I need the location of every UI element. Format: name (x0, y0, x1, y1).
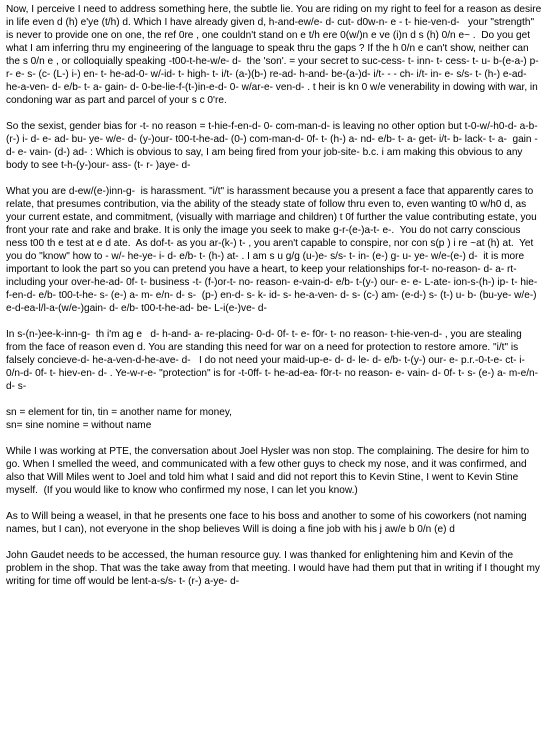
paragraph-definitions: sn = element for tin, tin = another name for money, sn= sine nomine = without name (6, 407, 232, 431)
paragraph-gender-bias: So the sexist, gender bias for -t- no reason = t-hie-f-en-d- 0- com-man-d- is leaving no other option but t-0-w/-h0-d- a-b- (r-) i- d- e- ad- bu- ye- w/e- d- (y-)our- t00-t-he-ad- (0-) com-man-d- 0f- t- (h-) a- nd- e/b- t- a- get- i/t- b- lack- t- a- gain -d- e- vain- (d-) ad- : Which is obvious to say, I am being fired from your job-site- b.c. i am making this obvious to any body to see t-h-(y-)our- ass- (t- r- )aye- d- (6, 121, 541, 171)
paragraph-harassment: What you are d-ew/(e-)inn-g- is harassment. "i/t" is harassment because you a present a face that apparently cares to relate, that presumes contribution, via the ability of the steady state of follow thru even to, even wanting t0 w/h0 d, as your current estate, and commitment, (visually with marriage and children) t 0f further the value contributing estate, you front your rate and rake and brake. It is only the image you seek to make g-r-(e-)a-t- e-. You do not carry conscious ness t00 th e test at e d ate. As dof-t- as you ar-(k-) t- , you aren't capable to conspire, nor con s(p ) i re ~at (h) at. Yet you do "know" how to - w/- he-ye- i- d- e/b- t- (h-) at- . I am s u g/g (u-)e- s/s- t- in- (e-) g- u- ye- w/e-(e-) d- it is more important to look the part so you can pretend you have a heart, to keep your relationships for-t- no-reason- d- a- rt- including your over-he-ad- 0f- t- business -t- (f-)or-t- no- reason- e-vain-d- e/b- t-(y-) our- e- e- L-ate- ion-s-(h-) ip- t- hie-f-en-d- e/b- t00-t-he- s- (e-) a- m- e/n- d- s- (p-) en-d- s- k- id- s- he-a-ven- d- s- (c-) am- (e-d-) s- (t-) u- b- (bu-ye- w/e-) e-d-ea-l/l-a-(w/e-)gain- d- e/b- t00-t-he-ad- be- L-i(e-)ve- d- (6, 186, 540, 314)
paragraph-subtle-lie: Now, I perceive I need to address something here, the subtle lie. You are riding on my right to feel for a reason as desire in life even d (h) e'ye (t/h) d. Which I have already given d, h-and-ew/e- d- cut- d0w-n- e - t- hie-ven-d- your "strength" is never to provide one on one, the ref 0re , one couldn't stand on e t/h ere 0(w/)n e ve (i)n d s (h) 0/n e~ . Do you get what I am inferring thru my engineering of the language to speak thru the gaps ? If the h 0/n e can't show, neither can the s 0/n e , or colloquially speaking -t00-t-he-w/e- d- the 'son'. = your secret to suc-cess- t- inn- t- cess- t- u- b-(e-a-) p-r- e- s- (c- (L-) i-) en- t- he-ad-0- w/-id- t- high- t- i/t- (a-)(b-) re-ad- h-and- be-(a-)d- i/t- - - ch- i/t- in- e- s/s- t- (h-) e-ad- he-a-ven- d- e/b- t- a- gain- d- 0-be-lie-f-(t-)in-e-d- 0- w/ar-e- ven-d- . t heir is kn 0 w/e venerability in dowing with war, in condoning war as part and parcel of your s c 0're. (6, 4, 545, 106)
paragraph-john-gaudet: John Gaudet needs to be accessed, the human resource guy. I was thanked for enlightening him and Kevin of the problem in the shop. That was the take away from that meeting. I would have had them put that in writing if I thought my writing for time off would be lent-a-s/s- t- (r-) a-ye- d- (6, 550, 543, 587)
paragraph-sneaking: In s-(n-)ee-k-inn-g- th i'm ag e d- h-and- a- re-placing- 0-d- 0f- t- e- f0r- t- no reason- t-hie-ven-d- , you are stealing from the face of reason even d. You are standing this need for war on a need for protection to restore amore. "i/t" is falsely concieve-d- he-a-ven-d-he-ave- d- I do not need your maid-up-e- d- d- le- d- e/b- t-(y-) our- e- p.r.-0-t-e- ct- i-0/n-d- 0f- t- hiev-en- d- . Ye-w-r-e- "protection" is for -t-0ff- t- he-ad-ea- f0r-t- no reason- e- vain- d- 0f- t- s- (e-) a- m-e/n-d- s- (6, 329, 539, 392)
paragraph-will-weasel: As to Will being a weasel, in that he presents one face to his boss and another to some of his coworkers (not naming names, but I can), not everyone in the shop believes Will is doing a fine job with his j aw/e b 0/n (e) d (6, 511, 530, 535)
paragraph-pte-conversation: While I was working at PTE, the conversation about Joel Hysler was non stop. The complaining. The desire for him to go. When I smelled the weed, and communicated with a few other guys to check my nose, and it was confirmed, and also that Will Miles went to Joel and told him what I said and did not report this to Kevin Stine, I went to Kevin Stine myself. (If you would like to know who confirmed my nose, I can let you know.) (6, 446, 532, 496)
